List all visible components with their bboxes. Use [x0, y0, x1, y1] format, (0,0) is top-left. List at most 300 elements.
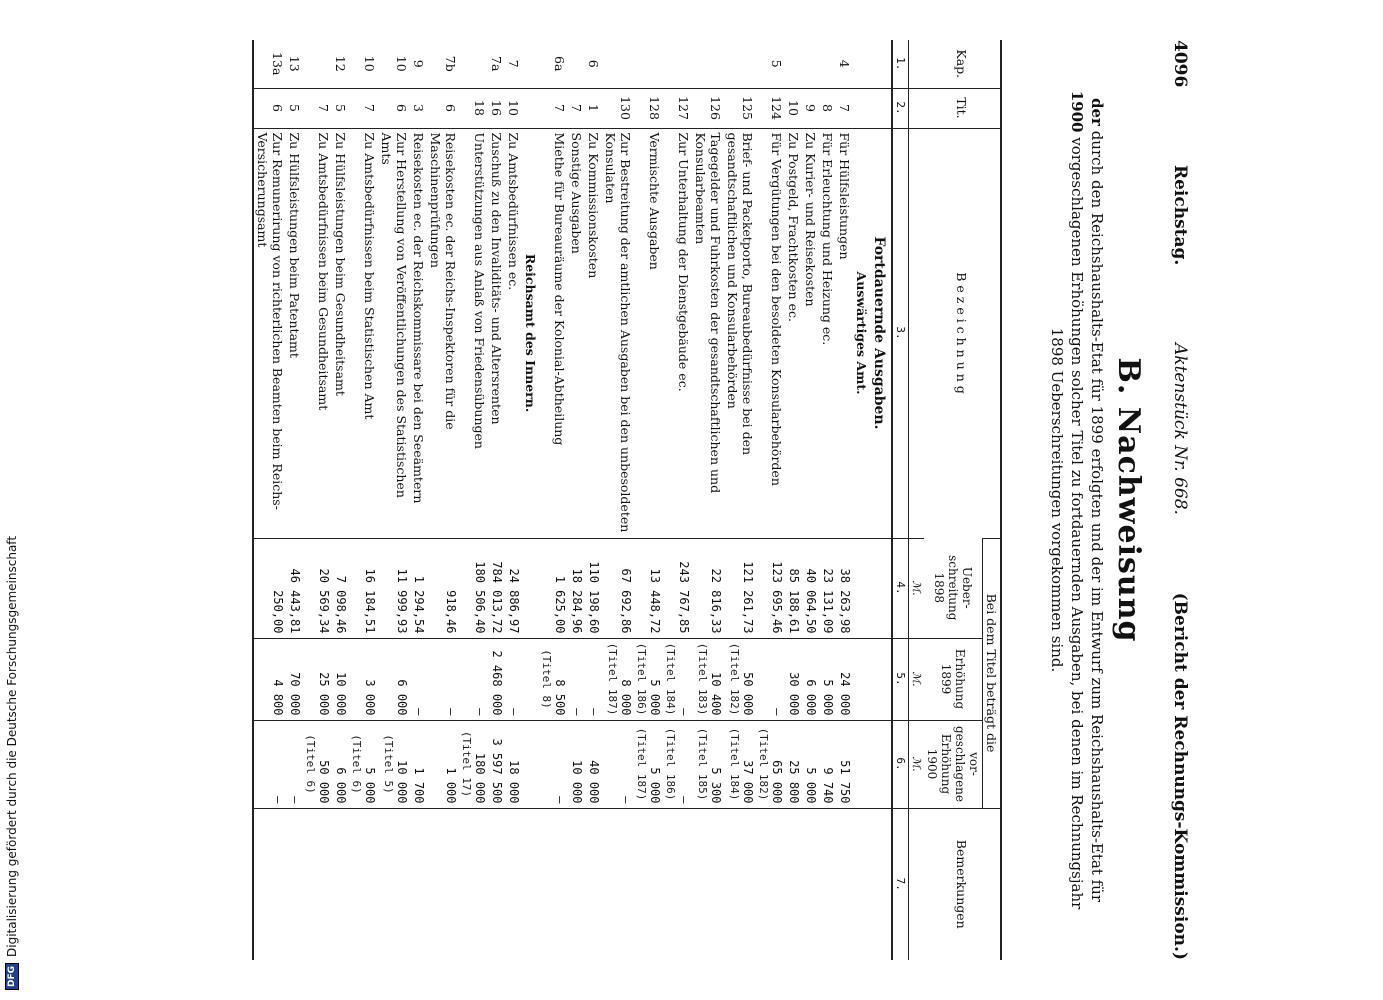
bezeichnung-cell	[332, 128, 349, 538]
bemerkungen-cell	[349, 808, 378, 960]
erhoehung-1900-cell	[724, 720, 756, 808]
dfg-logo: DFG	[5, 963, 19, 990]
bezeichnung-cell-value: Zu Amtsbedürfnissen ec.	[506, 132, 521, 291]
erhoehung-1900-cell	[303, 720, 332, 808]
tit-cell-value: 6	[443, 104, 458, 112]
table-row	[253, 40, 286, 960]
erhoehung-1900-cell	[663, 720, 692, 808]
ueberschreitung-cell-value: 20 569,34	[317, 568, 331, 634]
erhoehung-1899-cell	[602, 638, 634, 720]
tit-cell-value: 3	[411, 104, 426, 112]
section-reichsamt-innern: Reichsamt des Innern.	[522, 128, 539, 538]
tit-cell	[568, 88, 585, 128]
section-auswaertiges-amt: Auswärtiges Amt.	[853, 128, 870, 538]
ueberschreitung-cell-value: 18 284,96	[570, 568, 584, 634]
table-row	[303, 40, 332, 960]
erhoehung-1899-cell	[634, 638, 663, 720]
header-middle: Aktenstück Nr. 668.	[1170, 343, 1190, 515]
ueberschreitung-cell-value: 85 188,61	[787, 568, 801, 634]
bemerkungen-cell	[427, 808, 459, 960]
tit-cell	[303, 88, 332, 128]
bezeichnung-cell-value: Brief- und Packetporto, Bureaubedürfnisse bei den gesandtschaftlichen und Konsularbehörden	[725, 132, 755, 456]
table-row	[802, 40, 819, 960]
table-row	[602, 40, 634, 960]
tit-cell	[663, 88, 692, 128]
ueberschreitung-cell	[785, 538, 802, 638]
table-row	[692, 40, 724, 960]
bezeichnung-cell-value: Zu Amtsbedürfnissen beim Statistischen Amt	[362, 132, 377, 420]
erhoehung-1900-cell	[756, 720, 785, 808]
kap-cell	[332, 40, 349, 88]
ueberschreitung-cell-value: 23 131,09	[821, 568, 835, 634]
col-header-ueberschreitung: Ueber-schreitung 1898	[924, 538, 983, 638]
erhoehung-1899-cell	[539, 638, 568, 720]
bemerkungen-cell	[663, 808, 692, 960]
ueberschreitung-cell-value: 918,46	[444, 590, 458, 634]
erhoehung-1900-cell-value: 37 000	[741, 760, 755, 804]
erhoehung-1899-cell	[692, 638, 724, 720]
erhoehung-1899-cell	[756, 638, 785, 720]
title-reference-note: (Titel 187)	[606, 642, 619, 716]
erhoehung-1900-cell-value: 180 000	[473, 752, 487, 804]
ueberschreitung-cell-value: 243 767,85	[677, 561, 691, 634]
kap-cell	[785, 40, 802, 88]
erhoehung-1900-cell	[692, 720, 724, 808]
ueberschreitung-cell-value: 67 692,86	[619, 568, 633, 634]
kap-cell-value: 10	[394, 55, 409, 72]
erhoehung-1899-cell-value: 25 000	[317, 672, 331, 716]
tit-cell	[634, 88, 663, 128]
bezeichnung-cell-value: Für Hülfsleistungen	[837, 132, 852, 260]
header-right: (Bericht der Rechnungs-Kommission.)	[1170, 592, 1190, 960]
title-reference-note: (Titel 17)	[460, 730, 473, 798]
ueberschreitung-cell-value: 16 184,51	[363, 568, 377, 634]
bezeichnung-cell	[634, 128, 663, 538]
table-row	[488, 40, 505, 960]
tit-cell	[756, 88, 785, 128]
bezeichnung-cell	[378, 128, 410, 538]
erhoehung-1900-cell-value: 18 000	[507, 760, 521, 804]
tit-cell	[802, 88, 819, 128]
erhoehung-1899-cell	[836, 638, 853, 720]
bezeichnung-cell-value: Zu Kurier- und Reisekosten	[803, 132, 818, 307]
col-header-tit: Tit.	[924, 88, 1001, 128]
erhoehung-1900-cell-value: —	[288, 796, 302, 804]
bezeichnung-cell	[459, 128, 488, 538]
table-row	[663, 40, 692, 960]
tit-cell-value: 7	[837, 104, 852, 112]
erhoehung-1899-cell	[568, 638, 585, 720]
tit-cell	[378, 88, 410, 128]
col-number-3: 3.	[892, 128, 909, 538]
bezeichnung-cell-value: Reisekosten ec. der Reichskommissare bei den Seeämtern	[411, 132, 426, 504]
ueberschreitung-cell-value: 24 886,97	[507, 568, 521, 634]
bezeichnung-cell	[539, 128, 568, 538]
tit-cell	[785, 88, 802, 128]
erhoehung-1899-cell-value: 4 800	[271, 679, 285, 716]
title-reference-note: (Titel 8)	[540, 649, 553, 709]
footer-text: Digitalisierung gefördert durch die Deutsche Forschungsgemeinschaft	[5, 535, 19, 957]
bezeichnung-cell-value: Vermischte Ausgaben	[647, 132, 662, 270]
kap-cell-value: 12	[333, 55, 348, 72]
bezeichnung-cell-value: Zu Kommissionskosten	[586, 132, 601, 279]
bezeichnung-cell-value: Zur Remunerirung von richterlichen Beamten beim Reichs-Versicherungsamt	[255, 132, 285, 510]
erhoehung-1899-cell	[724, 638, 756, 720]
erhoehung-1900-cell-value: 10 000	[570, 760, 584, 804]
kap-cell	[539, 40, 568, 88]
kap-cell	[692, 40, 724, 88]
table-row	[427, 40, 459, 960]
ueberschreitung-cell	[349, 538, 378, 638]
bezeichnung-cell	[568, 128, 585, 538]
erhoehung-1899-cell-value: 10 400	[709, 672, 723, 716]
erhoehung-1900-cell	[819, 720, 836, 808]
tit-cell	[286, 88, 303, 128]
title-reference-note: (Titel 184)	[664, 642, 677, 716]
kap-cell-value: 7	[506, 59, 521, 68]
bezeichnung-cell	[724, 128, 756, 538]
ueberschreitung-cell	[724, 538, 756, 638]
bezeichnung-cell	[253, 128, 286, 538]
table-row	[410, 40, 427, 960]
tit-cell	[585, 88, 602, 128]
erhoehung-1899-cell-value: 5 000	[821, 679, 835, 716]
erhoehung-1900-cell-value: —	[271, 796, 285, 804]
erhoehung-1899-cell	[819, 638, 836, 720]
erhoehung-1900-cell-value: 6 000	[334, 767, 348, 804]
erhoehung-1900-cell	[539, 720, 568, 808]
erhoehung-1899-cell-value: —	[473, 708, 487, 716]
bezeichnung-cell-value: Reisekosten ec. der Reichs-Inspektoren für die Maschinenprüfungen	[428, 132, 458, 430]
subtitle-line2: vorgeschlagenen Erhöhungen solcher Titel zu fortdauernden Ausgaben, bei denen im Rechnungsjahr	[1068, 137, 1086, 910]
tit-cell	[332, 88, 349, 128]
kap-cell	[724, 40, 756, 88]
bemerkungen-cell	[785, 808, 802, 960]
kap-cell	[585, 40, 602, 88]
erhoehung-1900-cell	[585, 720, 602, 808]
tit-cell-value: 18	[472, 100, 487, 116]
bezeichnung-cell	[427, 128, 459, 538]
ueberschreitung-cell-value: 784 013,72	[490, 561, 504, 634]
bezeichnung-cell	[286, 128, 303, 538]
tit-cell-value: 6	[270, 104, 285, 112]
tit-cell	[488, 88, 505, 128]
bemerkungen-cell	[724, 808, 756, 960]
erhoehung-1899-cell-value: —	[570, 708, 584, 716]
kap-cell-value: 7b	[443, 55, 458, 72]
subtitle-line2-bold: 1900	[1068, 90, 1086, 133]
page-header	[1150, 40, 1190, 960]
tit-cell-value: 6	[394, 104, 409, 112]
title-reference-note: (Titel 6)	[304, 734, 317, 794]
bezeichnung-cell-value: Zur Herstellung von Veröffentlichungen des Statistischen Amts	[379, 132, 409, 498]
tit-cell-value: 7	[362, 104, 377, 112]
bemerkungen-cell	[505, 808, 522, 960]
erhoehung-1899-cell-value: 70 000	[288, 672, 302, 716]
section-heading: Fortdauernde Ausgaben.	[870, 128, 892, 538]
kap-cell-value: 13a	[270, 52, 285, 76]
bezeichnung-cell-value: Zur Bestreitung der amtlichen Ausgaben bei den unbesoldeten Konsulaten	[603, 132, 633, 533]
erhoehung-1900-cell	[253, 720, 286, 808]
bezeichnung-cell-value: Miethe für Bureauräume der Kolonial-Abtheilung	[552, 132, 567, 446]
bezeichnung-cell-value: Zur Unterhaltung der Dienstgebäude ec.	[676, 132, 691, 392]
erhoehung-1899-cell-value: —	[507, 708, 521, 716]
kap-cell	[802, 40, 819, 88]
tit-cell	[692, 88, 724, 128]
ueberschreitung-cell	[819, 538, 836, 638]
data-table	[252, 40, 1002, 960]
bezeichnung-cell	[663, 128, 692, 538]
ueberschreitung-cell	[286, 538, 303, 638]
kap-cell	[488, 40, 505, 88]
erhoehung-1899-cell	[585, 638, 602, 720]
kap-cell	[602, 40, 634, 88]
erhoehung-1900-cell-value: 50 000	[317, 760, 331, 804]
kap-cell	[756, 40, 785, 88]
erhoehung-1899-cell-value: —	[677, 708, 691, 716]
table-row	[539, 40, 568, 960]
kap-cell-value: 4	[837, 59, 852, 68]
erhoehung-1899-cell-value: 10 000	[334, 672, 348, 716]
erhoehung-1899-cell	[459, 638, 488, 720]
ueberschreitung-cell-value: 180 506,40	[473, 561, 487, 634]
tit-cell	[724, 88, 756, 128]
erhoehung-1900-cell-value: 40 000	[587, 760, 601, 804]
erhoehung-1900-cell	[488, 720, 505, 808]
ueberschreitung-cell	[836, 538, 853, 638]
erhoehung-1900-cell	[332, 720, 349, 808]
erhoehung-1899-cell	[427, 638, 459, 720]
title-reference-note: (Titel 184)	[728, 727, 741, 801]
page-number: 4096	[1170, 40, 1190, 88]
tit-cell	[459, 88, 488, 128]
tit-cell-value: 16	[489, 100, 504, 116]
tit-cell-value: 10	[786, 100, 801, 116]
bezeichnung-cell-value: Zu Postgeld, Frachtkosten ec.	[786, 132, 801, 322]
erhoehung-1899-cell-value: 5 000	[648, 679, 662, 716]
tit-cell	[410, 88, 427, 128]
erhoehung-1899-cell	[378, 638, 410, 720]
tit-cell	[539, 88, 568, 128]
header-left: Reichstag.	[1170, 164, 1190, 266]
table-row	[724, 40, 756, 960]
ueberschreitung-cell-value: 1 625,00	[553, 575, 567, 634]
kap-cell	[819, 40, 836, 88]
bezeichnung-cell	[819, 128, 836, 538]
erhoehung-1900-cell-value: 1 700	[412, 767, 426, 804]
erhoehung-1900-cell	[785, 720, 802, 808]
erhoehung-1900-cell-value: 5 300	[709, 767, 723, 804]
table-wrapper	[252, 40, 1002, 960]
tit-cell-value: 5	[333, 104, 348, 112]
tit-cell-value: 125	[740, 96, 755, 120]
erhoehung-1900-cell	[459, 720, 488, 808]
tit-cell-value: 1	[586, 104, 601, 112]
kap-cell	[459, 40, 488, 88]
col-number-7: 7.	[892, 808, 909, 960]
erhoehung-1900-cell	[349, 720, 378, 808]
bezeichnung-cell	[303, 128, 332, 538]
kap-cell	[253, 40, 286, 88]
kap-cell-value: 6	[586, 59, 601, 68]
erhoehung-1900-cell-value: 51 750	[838, 760, 852, 804]
ueberschreitung-cell	[568, 538, 585, 638]
ueberschreitung-cell-value: 1 294,54	[412, 575, 426, 634]
col-header-bemerkungen: Bemerkungen	[924, 808, 1001, 960]
bezeichnung-cell	[349, 128, 378, 538]
ueberschreitung-cell	[253, 538, 286, 638]
erhoehung-1900-cell-value: 1 000	[444, 767, 458, 804]
bemerkungen-cell	[410, 808, 427, 960]
col-header-erhoehung-1899: Erhöhung 1899	[924, 638, 983, 720]
bezeichnung-cell-value: Zu Amtsbedürfnissen beim Gesundheitsamt	[316, 132, 331, 411]
ueberschreitung-cell	[585, 538, 602, 638]
ueberschreitung-cell	[756, 538, 785, 638]
bezeichnung-cell	[488, 128, 505, 538]
erhoehung-1899-cell	[303, 638, 332, 720]
erhoehung-1899-cell-value: 8 000	[619, 679, 633, 716]
ueberschreitung-cell-value: 40 064,50	[804, 568, 818, 634]
headline	[1047, 40, 1146, 960]
erhoehung-1899-cell-value: —	[770, 708, 784, 716]
bezeichnung-cell	[802, 128, 819, 538]
kap-cell	[427, 40, 459, 88]
erhoehung-1899-cell-value: 3 000	[363, 679, 377, 716]
col-header-erhoehung-1900: vor-geschlagene Erhöhung 1900	[924, 720, 983, 808]
subtitle-line3: 1898 Ueberschreitungen vorgekommen sind.	[1048, 327, 1066, 673]
table-row	[819, 40, 836, 960]
unit-c6: ℳ.	[909, 720, 925, 808]
erhoehung-1900-cell	[836, 720, 853, 808]
tit-cell-value: 124	[769, 96, 784, 120]
erhoehung-1900-cell-value: 5 000	[648, 767, 662, 804]
kap-cell-value: 13	[287, 55, 302, 72]
erhoehung-1900-cell-value: 9 740	[821, 767, 835, 804]
erhoehung-1899-cell-value: 6 000	[395, 679, 409, 716]
ueberschreitung-cell-value: 121 261,73	[741, 561, 755, 634]
document-subtitle	[1047, 40, 1107, 960]
ueberschreitung-cell-value: 7 098,46	[334, 575, 348, 634]
bemerkungen-cell	[602, 808, 634, 960]
erhoehung-1899-cell	[488, 638, 505, 720]
bemerkungen-cell	[568, 808, 585, 960]
tit-cell	[505, 88, 522, 128]
ueberschreitung-cell-value: 11 999,93	[395, 568, 409, 634]
bemerkungen-cell	[692, 808, 724, 960]
unit-c4: ℳ.	[909, 538, 925, 638]
bezeichnung-cell-value: Sonstige Ausgaben	[569, 132, 584, 254]
erhoehung-1900-cell	[427, 720, 459, 808]
ueberschreitung-cell-value: 110 198,60	[587, 561, 601, 634]
ueberschreitung-cell-value: 123 695,46	[770, 561, 784, 634]
erhoehung-1899-cell	[332, 638, 349, 720]
tit-cell	[819, 88, 836, 128]
bemerkungen-cell	[819, 808, 836, 960]
erhoehung-1900-cell-value: —	[619, 796, 633, 804]
title-reference-note: (Titel 186)	[664, 727, 677, 801]
col-number-5: 5.	[892, 638, 909, 720]
erhoehung-1899-cell-value: —	[412, 708, 426, 716]
bemerkungen-cell	[756, 808, 785, 960]
table-body	[253, 40, 892, 960]
bezeichnung-cell-value: Zu Hülfsleistungen beim Gesundheitsamt	[333, 132, 348, 396]
erhoehung-1900-cell-value: —	[677, 796, 691, 804]
tit-cell	[253, 88, 286, 128]
table-row	[286, 40, 303, 960]
erhoehung-1899-cell-value: —	[587, 708, 601, 716]
unit-c5: ℳ.	[909, 638, 925, 720]
kap-cell	[505, 40, 522, 88]
subtitle-line1-bold: der	[1088, 97, 1106, 126]
erhoehung-1900-cell	[378, 720, 410, 808]
erhoehung-1900-cell-value: 5 000	[363, 767, 377, 804]
erhoehung-1899-cell-value: 24 000	[838, 672, 852, 716]
bezeichnung-cell-value: Für Erleuchtung und Heizung ec.	[820, 132, 835, 346]
erhoehung-1900-cell	[602, 720, 634, 808]
bezeichnung-cell	[585, 128, 602, 538]
col-header-bezeichnung: B e z e i c h n u n g	[924, 128, 1001, 538]
ueberschreitung-cell	[602, 538, 634, 638]
erhoehung-1899-cell-value: 6 000	[804, 679, 818, 716]
bezeichnung-cell	[836, 128, 853, 538]
document-page	[0, 40, 1190, 960]
bezeichnung-cell-value: Zuschuß zu den Invaliditäts- und Altersrenten	[489, 132, 504, 425]
kap-cell	[663, 40, 692, 88]
kap-cell-value: 9	[411, 59, 426, 68]
ueberschreitung-cell-value: 250,00	[271, 590, 285, 634]
title-reference-note: (Titel 187)	[635, 727, 648, 801]
table-row	[332, 40, 349, 960]
ueberschreitung-cell	[488, 538, 505, 638]
erhoehung-1899-cell-value: 2 468 000	[490, 650, 504, 716]
title-reference-note: (Titel 185)	[696, 727, 709, 801]
tit-cell-value: 7	[569, 104, 584, 112]
title-reference-note: (Titel 5)	[382, 734, 395, 794]
subtitle-line1: durch den Reichshaushalts-Etat für 1899 erfolgten und der im Entwurf zum Reichshaushalts-Etat für	[1088, 130, 1106, 902]
table-row	[568, 40, 585, 960]
erhoehung-1899-cell	[253, 638, 286, 720]
bezeichnung-cell-value: Zu Hülfsleistungen beim Patentamt	[287, 132, 302, 358]
erhoehung-1899-cell	[785, 638, 802, 720]
table-row	[634, 40, 663, 960]
tit-cell-value: 8	[820, 104, 835, 112]
bemerkungen-cell	[836, 808, 853, 960]
kap-cell	[568, 40, 585, 88]
ueberschreitung-cell	[410, 538, 427, 638]
table-row	[378, 40, 410, 960]
tit-cell-value: 130	[618, 96, 633, 120]
bemerkungen-cell	[253, 808, 286, 960]
erhoehung-1900-cell-value: 25 800	[787, 760, 801, 804]
bezeichnung-cell	[410, 128, 427, 538]
kap-cell	[836, 40, 853, 88]
table-row	[785, 40, 802, 960]
erhoehung-1900-cell-value: 10 000	[395, 760, 409, 804]
kap-cell	[303, 40, 332, 88]
bezeichnung-cell-value: Unterstützungen aus Anlaß von Friedensübungen	[472, 132, 487, 449]
bemerkungen-cell	[378, 808, 410, 960]
col-number-4: 4.	[892, 538, 909, 638]
ueberschreitung-cell	[802, 538, 819, 638]
ueberschreitung-cell	[427, 538, 459, 638]
erhoehung-1900-cell	[802, 720, 819, 808]
table-row	[349, 40, 378, 960]
erhoehung-1899-cell-value: —	[444, 708, 458, 716]
bezeichnung-cell	[756, 128, 785, 538]
kap-cell	[634, 40, 663, 88]
tit-cell-value: 126	[708, 96, 723, 120]
erhoehung-1899-cell-value: 8 500	[553, 679, 567, 716]
